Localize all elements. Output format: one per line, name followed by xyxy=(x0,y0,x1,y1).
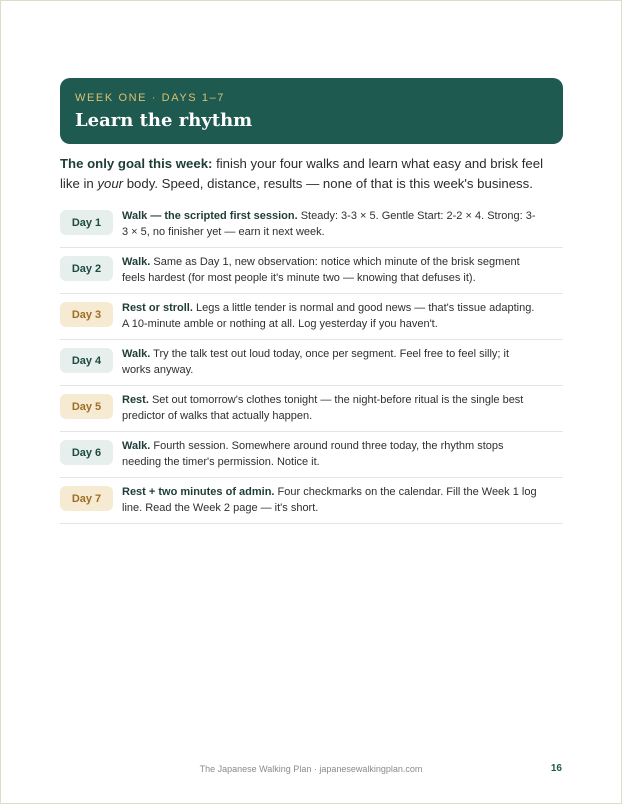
day-body-3: Legs a little tender is normal and good news — that's tissue adapting. A 10-minute amble or nothing at all. Log yesterday if you haven't. xyxy=(122,302,535,330)
day-row-5 xyxy=(60,386,563,432)
page-number: 16 xyxy=(550,763,562,774)
day-row-6 xyxy=(60,432,563,478)
day-row-1 xyxy=(60,202,563,248)
day-row-2 xyxy=(60,248,563,294)
day-badge-1: Day 1 xyxy=(60,210,113,235)
day-body-7: Four checkmarks on the calendar. Fill the Week 1 log line. Read the Week 2 page — it's short. xyxy=(122,486,537,514)
day-heading-6: Walk. xyxy=(122,440,151,452)
day-row-4 xyxy=(60,340,563,386)
day-badge-4: Day 4 xyxy=(60,348,113,373)
day-description-6 xyxy=(122,439,540,470)
day-heading-1: Walk — the scripted first session. xyxy=(122,210,298,222)
intro-lead: The only goal this week: xyxy=(60,156,213,171)
intro-text-b: body. Speed, distance, results — none of that is this week's business. xyxy=(123,176,533,191)
day-badge-6: Day 6 xyxy=(60,440,113,465)
intro-emphasis: your xyxy=(97,176,124,191)
week-title: Learn the rhythm xyxy=(75,110,253,131)
day-row-7 xyxy=(60,478,563,524)
day-heading-2: Walk. xyxy=(122,256,151,268)
day-description-1 xyxy=(122,209,540,240)
day-badge-3: Day 3 xyxy=(60,302,113,327)
day-list xyxy=(60,202,563,524)
day-badge-7: Day 7 xyxy=(60,486,113,511)
day-heading-3: Rest or stroll. xyxy=(122,302,193,314)
intro-paragraph xyxy=(60,154,565,194)
day-heading-7: Rest + two minutes of admin. xyxy=(122,486,275,498)
day-description-4 xyxy=(122,347,540,378)
day-description-2 xyxy=(122,255,540,286)
day-body-5: Set out tomorrow's clothes tonight — the night-before ritual is the single best predictor of walks that actually happen. xyxy=(122,394,524,422)
intro-text-a: finish your four walks and learn what easy and brisk feel like in xyxy=(60,156,544,191)
day-heading-4: Walk. xyxy=(122,348,151,360)
day-heading-5: Rest. xyxy=(122,394,149,406)
day-body-6: Fourth session. Somewhere around round three today, the rhythm stops needing the timer's permission. Notice it. xyxy=(122,440,504,468)
day-badge-5: Day 5 xyxy=(60,394,113,419)
day-description-3 xyxy=(122,301,540,332)
footer-text: The Japanese Walking Plan · japanesewalkingplan.com xyxy=(199,764,423,774)
day-description-5 xyxy=(122,393,540,424)
day-description-7 xyxy=(122,485,540,516)
day-badge-2: Day 2 xyxy=(60,256,113,281)
day-body-1: Steady: 3-3 × 5. Gentle Start: 2-2 × 4. Strong: 3-3 × 5, no finisher yet — earn it next week. xyxy=(122,210,536,238)
week-kicker: WEEK ONE · DAYS 1–7 xyxy=(75,92,226,104)
day-body-4: Try the talk test out loud today, once per segment. Feel free to feel silly; it works anyway. xyxy=(122,348,510,376)
week-banner xyxy=(60,78,563,144)
day-row-3 xyxy=(60,294,563,340)
day-body-2: Same as Day 1, new observation: notice which minute of the brisk segment feels hardest (for most people it's minute two — knowing that defuses it). xyxy=(122,256,520,284)
